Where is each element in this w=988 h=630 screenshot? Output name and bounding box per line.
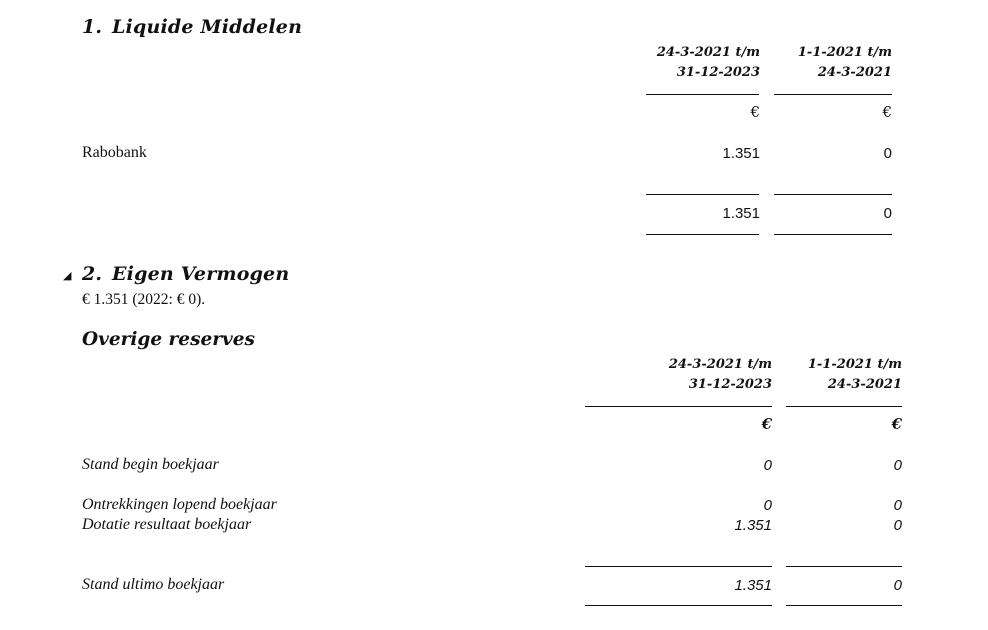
value-current: 0 <box>763 497 772 514</box>
column-header-current-period: 24-3-2021 t/m 31-12-2023 <box>668 357 772 392</box>
value-current: 1.351 <box>722 145 760 162</box>
row-label-rabobank: Rabobank <box>82 144 147 161</box>
row-label-stand-ultimo-boekjaar: Stand ultimo boekjaar <box>82 576 225 593</box>
section-heading-liquide-middelen <box>82 16 302 38</box>
header-rule <box>646 94 759 95</box>
section-heading-eigen-vermogen <box>82 263 289 285</box>
total-rule <box>774 234 892 235</box>
subsection-title-overige-reserves: Overige reserves <box>82 329 255 350</box>
currency-symbol: € <box>761 415 772 433</box>
header-rule <box>774 94 892 95</box>
header-rule <box>585 406 772 407</box>
value-current: 1.351 <box>734 517 772 534</box>
currency-symbol: € <box>882 103 892 121</box>
value-current: 0 <box>763 457 772 474</box>
subtotal-rule <box>786 566 902 567</box>
total-prior: 0 <box>893 577 902 594</box>
total-rule <box>786 605 902 606</box>
total-rule <box>646 234 759 235</box>
section-number: 1. <box>82 16 103 38</box>
value-prior: 0 <box>883 145 892 162</box>
collapse-triangle-icon[interactable]: ◢ <box>63 269 72 282</box>
subtotal-rule <box>585 566 772 567</box>
row-label-ontrekkingen-lopend-boekjaar: Ontrekkingen lopend boekjaar <box>82 496 277 513</box>
total-rule <box>585 605 772 606</box>
currency-symbol: € <box>891 415 902 433</box>
value-prior: 0 <box>893 497 902 514</box>
subtotal-rule <box>646 194 759 195</box>
column-header-prior-period: 1-1-2021 t/m 24-3-2021 <box>807 357 902 392</box>
column-header-prior-period: 1-1-2021 t/m 24-3-2021 <box>797 45 892 80</box>
currency-symbol: € <box>750 103 760 121</box>
total-prior: 0 <box>883 205 892 222</box>
section-summary: € 1.351 (2022: € 0). <box>82 291 206 308</box>
column-header-current-period: 24-3-2021 t/m 31-12-2023 <box>656 45 760 80</box>
subtotal-rule <box>774 194 892 195</box>
value-prior: 0 <box>893 517 902 534</box>
total-current: 1.351 <box>734 577 772 594</box>
section-number: 2. <box>82 263 103 285</box>
total-current: 1.351 <box>722 205 760 222</box>
section-title: Eigen Vermogen <box>112 263 290 285</box>
row-label-stand-begin-boekjaar: Stand begin boekjaar <box>82 456 219 473</box>
row-label-dotatie-resultaat-boekjaar: Dotatie resultaat boekjaar <box>82 516 252 533</box>
header-rule <box>786 406 902 407</box>
value-prior: 0 <box>893 457 902 474</box>
section-title: Liquide Middelen <box>112 16 303 38</box>
